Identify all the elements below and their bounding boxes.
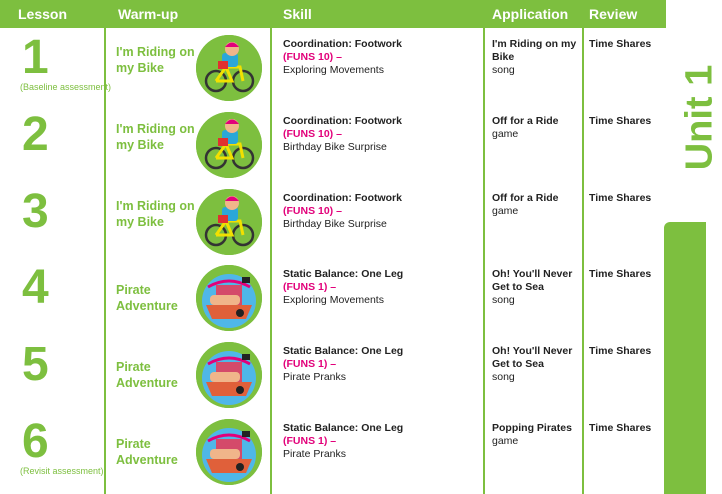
skill-cell [283, 115, 483, 154]
application-type: song [492, 371, 515, 383]
review-cell: Time Shares [589, 115, 652, 127]
header-application: Application [492, 6, 569, 22]
skill-activity: Birthday Bike Surprise [283, 218, 387, 230]
skill-title: Static Balance: One Leg [283, 268, 404, 280]
skill-funs: (FUNS 10) – [283, 128, 342, 140]
skill-title: Coordination: Footwork [283, 115, 402, 127]
application-cell [492, 115, 584, 141]
review-cell: Time Shares [589, 192, 652, 204]
application-type: song [492, 294, 515, 306]
application-cell [492, 192, 584, 218]
skill-funs: (FUNS 1) – [283, 358, 337, 370]
lesson-number: 2 [22, 108, 49, 161]
skill-activity: Pirate Pranks [283, 371, 347, 383]
header-review: Review [589, 6, 638, 22]
skill-funs: (FUNS 10) – [283, 51, 342, 63]
application-cell [492, 38, 584, 77]
pirate-ship-icon [196, 265, 262, 331]
skill-cell [283, 422, 483, 461]
application-title: Oh! You'll Never Get to Sea [492, 268, 573, 293]
warmup-title: I'm Riding on my Bike [116, 199, 195, 229]
header-lesson: Lesson [18, 6, 68, 22]
application-type: game [492, 205, 519, 217]
skill-cell [283, 345, 483, 384]
application-type: game [492, 435, 519, 447]
skill-title: Static Balance: One Leg [283, 422, 404, 434]
header-warmup: Warm-up [118, 6, 179, 22]
lesson-number: 3 [22, 185, 49, 238]
warmup-title: I'm Riding on my Bike [116, 122, 195, 152]
skill-title: Static Balance: One Leg [283, 345, 404, 357]
skill-cell [283, 38, 483, 77]
review-cell: Time Shares [589, 422, 652, 434]
application-type: song [492, 64, 515, 76]
skill-activity: Exploring Movements [283, 294, 384, 306]
application-title: Off for a Ride [492, 192, 559, 204]
warmup-title: I'm Riding on my Bike [116, 45, 195, 75]
bike-rider-icon [196, 112, 262, 178]
pirate-ship-icon [196, 419, 262, 485]
lesson-number: 6 [22, 415, 49, 468]
table-row [0, 107, 666, 184]
pirate-ship-icon [196, 342, 262, 408]
skill-activity: Exploring Movements [283, 64, 384, 76]
skill-cell [283, 268, 483, 307]
table-header [0, 0, 666, 28]
table-row [0, 260, 666, 337]
lesson-note: (Baseline assessment) [20, 82, 112, 92]
table-row [0, 184, 666, 261]
skill-cell [283, 192, 483, 231]
skill-funs: (FUNS 1) – [283, 435, 337, 447]
table-row [0, 414, 666, 491]
bike-rider-icon [196, 189, 262, 255]
skill-title: Coordination: Footwork [283, 38, 402, 50]
skill-title: Coordination: Footwork [283, 192, 402, 204]
review-cell: Time Shares [589, 38, 652, 50]
unit-label: Unit 1 [678, 64, 721, 171]
lesson-number: 5 [22, 338, 49, 391]
lesson-number: 4 [22, 261, 49, 314]
warmup-title: Pirate Adventure [116, 437, 178, 467]
application-title: Off for a Ride [492, 115, 559, 127]
application-cell [492, 422, 584, 448]
table-row [0, 337, 666, 414]
warmup-title: Pirate Adventure [116, 360, 178, 390]
table-row [0, 30, 666, 107]
review-cell: Time Shares [589, 345, 652, 357]
header-skill: Skill [283, 6, 312, 22]
skill-activity: Pirate Pranks [283, 448, 347, 460]
application-type: game [492, 128, 519, 140]
review-cell: Time Shares [589, 268, 652, 280]
application-title: Oh! You'll Never Get to Sea [492, 345, 573, 370]
warmup-title: Pirate Adventure [116, 283, 178, 313]
skill-funs: (FUNS 1) – [283, 281, 337, 293]
application-cell [492, 268, 584, 307]
application-title: Popping Pirates [492, 422, 572, 434]
lesson-number: 1 [22, 31, 49, 84]
bike-rider-icon [196, 35, 262, 101]
lesson-note: (Revisit assessment) [20, 466, 104, 476]
application-cell [492, 345, 584, 384]
skill-activity: Birthday Bike Surprise [283, 141, 387, 153]
application-title: I'm Riding on my Bike [492, 38, 577, 63]
unit-side-bar [664, 222, 706, 494]
skill-funs: (FUNS 10) – [283, 205, 342, 217]
